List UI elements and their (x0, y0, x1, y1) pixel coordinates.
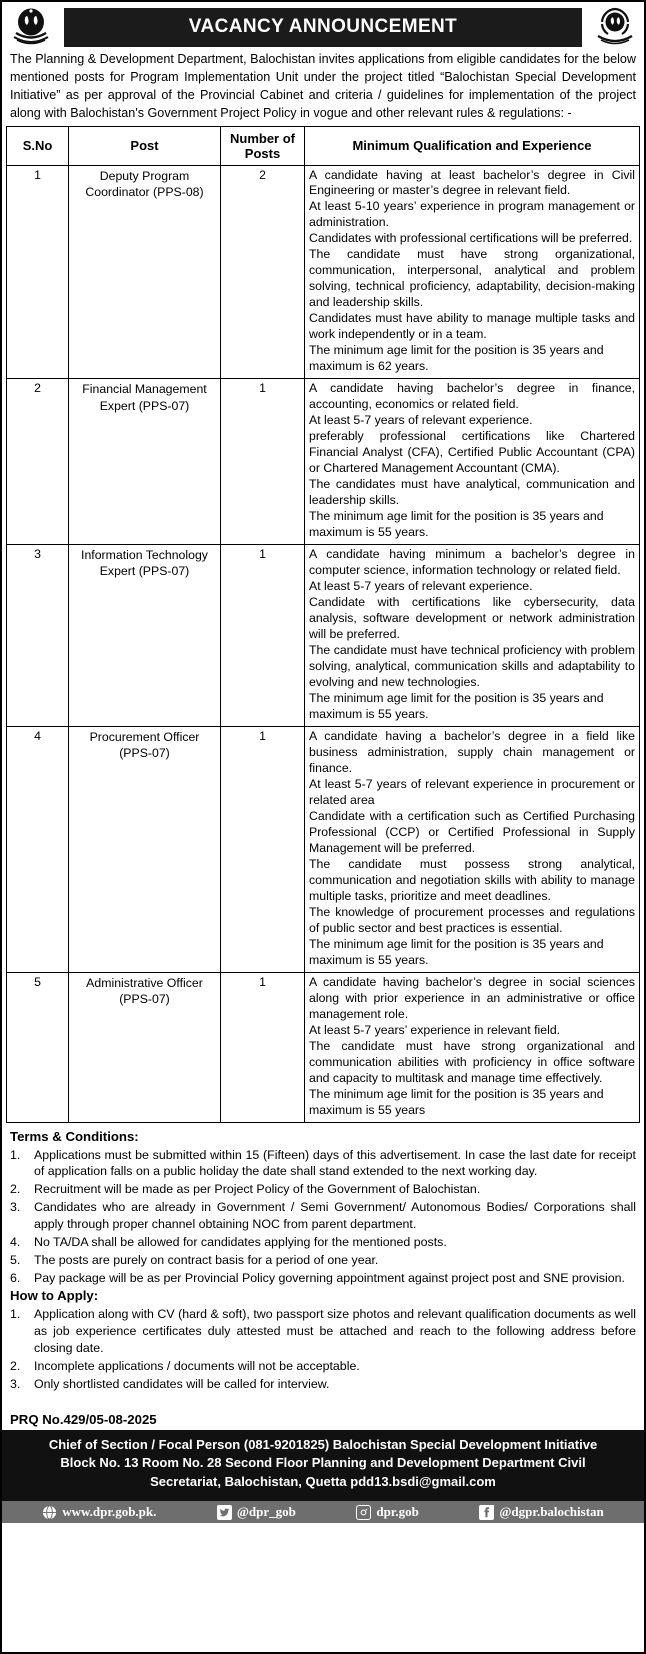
column-header-posts: Number of Posts (221, 126, 305, 165)
twitter-link[interactable] (217, 1504, 296, 1520)
list-item-number: 1. (10, 1147, 21, 1162)
qualification-line: The candidates must have analytical, communication and leadership skills. (309, 477, 635, 508)
social-media-bar (2, 1499, 644, 1523)
list-item-text: Applications must be submitted within 15 (Fifteen) days of this advertisement. In case the last date for receipt of application falls on a public holiday the date shall stand extended to the next working day. (34, 1147, 636, 1179)
government-crest-emblem-icon (592, 6, 638, 48)
terms-list-item (10, 1270, 636, 1287)
cell-qualification (305, 165, 640, 379)
how-to-apply-list (10, 1306, 636, 1392)
cell-post-title: Deputy Program Coordinator (PPS-08) (69, 165, 221, 379)
qualification-line: The minimum age limit for the position is 35 years and maximum is 55 years (309, 1086, 604, 1117)
table-row (7, 379, 640, 545)
qualification-line: Candidate with certifications like cybersecurity, data analysis, software development or network administration will be preferred. (309, 595, 635, 642)
cell-qualification (305, 726, 640, 972)
vacancy-table-wrapper (2, 126, 644, 1123)
qualification-line: A candidate having at least bachelor’s degree in Civil Engineering or master’s degree in relevant field. (309, 167, 635, 198)
vacancy-table-body (7, 165, 640, 1122)
contact-line-2: Block No. 13 Room No. 28 Second Floor Planning and Development Department Civil (60, 1455, 586, 1471)
list-item-number: 3. (10, 1200, 21, 1215)
twitter-handle: @dpr_gob (236, 1504, 296, 1520)
list-item-text: No TA/DA shall be allowed for candidates applying for the mentioned posts. (34, 1234, 447, 1249)
list-item-number: 2. (10, 1358, 21, 1373)
website-label: www.dpr.gob.pk. (62, 1504, 157, 1520)
cell-qualification (305, 379, 640, 545)
terms-and-conditions-section (2, 1123, 644, 1396)
table-row (7, 165, 640, 379)
contact-footer (2, 1430, 644, 1499)
how-to-apply-heading: How to Apply: (10, 1288, 99, 1304)
list-item-text: Incomplete applications / documents will not be acceptable. (34, 1358, 360, 1373)
column-header-post: Post (69, 126, 221, 165)
how-to-apply-list-item (10, 1306, 636, 1357)
table-row (7, 545, 640, 727)
globe-icon (42, 1505, 57, 1520)
balochistan-government-emblem-icon (8, 6, 54, 48)
how-to-apply-list-item (10, 1358, 636, 1375)
cell-post-title: Administrative Officer (PPS-07) (69, 972, 221, 1122)
facebook-link[interactable] (479, 1504, 603, 1520)
qualification-line: The minimum age limit for the position is 35 years and maximum is 55 years. (309, 691, 604, 721)
cell-post-title: Procurement Officer (PPS-07) (69, 726, 221, 972)
cell-number-of-posts: 1 (221, 726, 305, 972)
instagram-link[interactable] (356, 1504, 419, 1520)
page-header (2, 2, 644, 50)
website-link[interactable] (42, 1504, 156, 1520)
qualification-line: The minimum age limit for the position is 35 years and maximum is 62 years. (309, 343, 604, 374)
list-item-text: Candidates who are already in Government / Semi Government/ Autonomous Bodies/ Corporations shall apply through proper channel obtaining NOC from parent department. (34, 1200, 636, 1231)
prq-number: PRQ No.429/05-08-2025 (10, 1411, 157, 1427)
qualification-line: A candidate having bachelor’s degree in finance, accounting, economics or related field. (309, 381, 635, 412)
vacancy-table (6, 126, 640, 1123)
table-header-row (7, 126, 640, 165)
facebook-handle: @dgpr.balochistan (499, 1504, 604, 1520)
terms-list-item (10, 1181, 636, 1198)
intro-paragraph: The Planning & Development Department, Balochistan invites applications from eligible candidates for the below mentioned posts for Program Implementation Unit under the project titled “Balochistan Special Development Initiative” as per approval of the Provincial Cabinet and criteria / guidelines for implementation of the project along with Balochistan's Government Project Policy in vogue and other relevant rules & regulations: - (10, 52, 636, 120)
cell-number-of-posts: 1 (221, 972, 305, 1122)
qualification-line: A candidate having bachelor’s degree in social sciences along with prior experience in an administrative or office management role. (309, 974, 635, 1021)
qualification-line: At least 5-7 years of relevant experience in procurement or related area (309, 776, 635, 807)
cell-number-of-posts: 1 (221, 545, 305, 727)
cell-sno: 5 (7, 972, 69, 1122)
instagram-handle: dpr.gob (376, 1504, 419, 1520)
qualification-line: The minimum age limit for the position is 35 years and maximum is 55 years. (309, 509, 604, 540)
qualification-line: Candidates with professional certifications will be preferred. (309, 231, 633, 246)
qualification-line: The minimum age limit for the position is 35 years and maximum is 55 years. (309, 936, 604, 967)
list-item-number: 2. (10, 1182, 21, 1197)
list-item-text: The posts are purely on contract basis for a period of one year. (34, 1252, 379, 1267)
contact-line-3: Secretariat, Balochistan, Quetta pdd13.bsdi@gmail.com (150, 1473, 496, 1489)
terms-list (10, 1147, 636, 1287)
qualification-line: A candidate having minimum a bachelor’s degree in computer science, information technology or related field. (309, 547, 635, 578)
qualification-line: Candidates must have ability to manage multiple tasks and work independently or in a team. (309, 311, 635, 342)
page-title: VACANCY ANNOUNCEMENT (64, 8, 582, 47)
cell-sno: 2 (7, 379, 69, 545)
twitter-icon (217, 1505, 232, 1520)
qualification-line: Candidate with a certification such as Certified Purchasing Professional (CCP) or Certified Professional in Supply Management will be preferred. (309, 808, 635, 855)
qualification-line: The candidate must have strong organizational, communication, interpersonal, analytical and problem solving, technical proficiency, adaptability, decision-making and leadership skills. (309, 247, 635, 310)
list-item-text: Pay package will be as per Provincial Policy governing appointment against project post and SNE provision. (34, 1270, 625, 1285)
cell-post-title: Financial Management Expert (PPS-07) (69, 379, 221, 545)
cell-post-title: Information Technology Expert (PPS-07) (69, 545, 221, 727)
list-item-number: 5. (10, 1252, 21, 1267)
qualification-line: The candidate must have technical proficiency with problem solving, analytical, communication skills and adaptability to evolving and new technologies. (309, 643, 635, 690)
terms-list-item (10, 1199, 636, 1233)
cell-sno: 4 (7, 726, 69, 972)
cell-sno: 1 (7, 165, 69, 379)
column-header-sno: S.No (7, 126, 69, 165)
qualification-line: A candidate having a bachelor’s degree in a field like business administration, supply chain management or finance. (309, 728, 635, 775)
list-item-text: Application along with CV (hard & soft), two passport size photos and relevant qualification documents as well as job experience certificates duly attested must be attached and reach to the following address before closing date. (34, 1307, 636, 1356)
qualification-line: The candidate must have strong organizational and communication abilities with proficiency in office software and capacity to multitask and manage time effectively. (309, 1038, 635, 1085)
terms-list-item (10, 1252, 636, 1269)
qualification-line: At least 5-7 years’ experience in relevant field. (309, 1022, 561, 1037)
column-header-qualification: Minimum Qualification and Experience (305, 126, 640, 165)
list-item-number: 6. (10, 1270, 21, 1285)
facebook-icon (479, 1505, 494, 1520)
list-item-number: 3. (10, 1376, 21, 1391)
table-row (7, 726, 640, 972)
list-item-number: 4. (10, 1234, 21, 1249)
cell-qualification (305, 545, 640, 727)
terms-heading: Terms & Conditions: (10, 1128, 139, 1144)
qualification-line: At least 5-10 years’ experience in program management or administration. (309, 199, 635, 230)
instagram-icon (356, 1505, 371, 1520)
terms-list-item (10, 1234, 636, 1251)
list-item-number: 1. (10, 1307, 21, 1322)
qualification-line: The knowledge of procurement processes and regulations of public sector and best practices is essential. (309, 904, 635, 935)
cell-number-of-posts: 1 (221, 379, 305, 545)
qualification-line: The candidate must possess strong analytical, communication and negotiation skills with ability to manage multiple tasks, prioritize and meet deadlines. (309, 856, 635, 903)
contact-line-1: Chief of Section / Focal Person (081-9201825) Balochistan Special Development Initiative (48, 1436, 598, 1452)
table-row (7, 972, 640, 1122)
section-spacer (2, 1396, 644, 1412)
how-to-apply-list-item (10, 1376, 636, 1393)
terms-list-item (10, 1147, 636, 1181)
list-item-text: Recruitment will be made as per Project Policy of the Government of Balochistan. (34, 1182, 481, 1197)
cell-qualification (305, 972, 640, 1122)
cell-number-of-posts: 2 (221, 165, 305, 379)
list-item-text: Only shortlisted candidates will be called for interview. (34, 1376, 330, 1391)
qualification-line: At least 5-7 years of relevant experience. (309, 413, 533, 428)
qualification-line: At least 5-7 years of relevant experience. (309, 579, 533, 594)
qualification-line: preferably professional certifications like Chartered Financial Analyst (CFA), Certified Public Accountant (CPA) or Chartered Management Accountant (CMA). (309, 429, 635, 476)
cell-sno: 3 (7, 545, 69, 727)
